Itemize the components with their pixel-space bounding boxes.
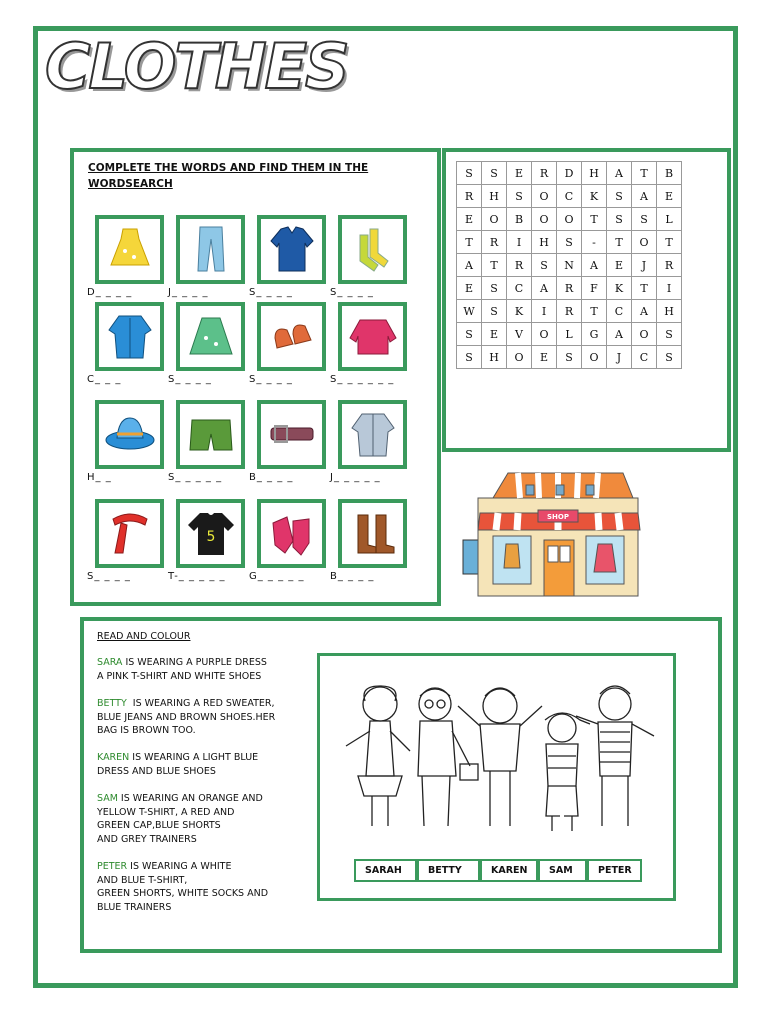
grid-letter[interactable]: H (482, 346, 507, 369)
read-paragraph (97, 792, 263, 846)
grid-letter[interactable]: S (457, 346, 482, 369)
coat-icon (101, 308, 159, 366)
grid-letter[interactable]: E (657, 185, 682, 208)
grid-letter[interactable]: O (482, 208, 507, 231)
read-paragraph (97, 656, 267, 683)
grid-row (457, 185, 682, 208)
word-hint[interactable]: S_ _ _ _ _ (168, 472, 223, 483)
grid-letter[interactable]: O (532, 185, 557, 208)
grid-letter[interactable]: C (557, 185, 582, 208)
read-paragraph (97, 751, 258, 778)
grid-letter[interactable]: E (532, 346, 557, 369)
instruction-text: COMPLETE THE WORDS AND FIND THEM IN THE WORDSEARCH (88, 162, 369, 190)
scarf-icon (101, 505, 159, 563)
page-title: CLOTHES (45, 30, 348, 103)
grid-letter[interactable]: H (582, 162, 607, 185)
vocabulary-box (70, 148, 441, 606)
shorts-icon (182, 406, 240, 464)
picture-cell (95, 400, 164, 469)
grid-letter[interactable]: I (532, 300, 557, 323)
grid-letter[interactable]: R (557, 300, 582, 323)
name-label: SAM (538, 859, 587, 882)
child-name: SAM (97, 793, 118, 804)
grid-letter[interactable]: A (607, 162, 632, 185)
grid-letter[interactable]: E (457, 277, 482, 300)
word-hint[interactable]: J_ _ _ _ _ (330, 472, 381, 483)
tshirt-icon (182, 505, 240, 563)
grid-letter[interactable]: S (507, 185, 532, 208)
grid-letter[interactable]: O (507, 346, 532, 369)
shop-icon (458, 468, 648, 600)
grid-letter[interactable]: C (607, 300, 632, 323)
word-hint[interactable]: S_ _ _ _ (87, 571, 131, 582)
grid-letter[interactable]: T (632, 277, 657, 300)
picture-cell (176, 302, 245, 371)
jeans-icon (182, 221, 240, 279)
picture-cell (257, 400, 326, 469)
grid-letter[interactable]: E (457, 208, 482, 231)
grid-row (457, 300, 682, 323)
name-label: KAREN (480, 859, 538, 882)
word-hint[interactable]: C_ _ _ (87, 374, 122, 385)
word-hint[interactable]: B_ _ _ _ (249, 472, 294, 483)
grid-letter[interactable]: S (607, 208, 632, 231)
grid-letter[interactable]: T (632, 162, 657, 185)
grid-letter[interactable]: O (532, 208, 557, 231)
grid-letter[interactable]: O (532, 323, 557, 346)
dress-icon (101, 221, 159, 279)
grid-letter[interactable]: R (482, 231, 507, 254)
children-drawing-icon (340, 676, 660, 836)
word-hint[interactable]: S_ _ _ _ (249, 374, 293, 385)
grid-letter[interactable]: T (582, 208, 607, 231)
grid-letter[interactable]: K (582, 185, 607, 208)
grid-row (457, 254, 682, 277)
word-hint[interactable]: J_ _ _ _ (168, 287, 209, 298)
grid-letter[interactable]: S (482, 300, 507, 323)
grid-letter[interactable]: T (607, 231, 632, 254)
name-label: PETER (587, 859, 642, 882)
picture-cell (338, 400, 407, 469)
hat-icon (101, 406, 159, 464)
picture-cell (338, 499, 407, 568)
grid-letter[interactable]: S (607, 185, 632, 208)
grid-letter[interactable]: T (457, 231, 482, 254)
grid-letter[interactable]: H (532, 231, 557, 254)
grid-letter[interactable]: S (557, 231, 582, 254)
grid-letter[interactable]: A (457, 254, 482, 277)
word-hint[interactable]: S_ _ _ _ _ _ (330, 374, 395, 385)
grid-letter[interactable]: T (582, 300, 607, 323)
grid-letter[interactable]: H (657, 300, 682, 323)
grid-letter[interactable]: O (632, 323, 657, 346)
word-hint[interactable]: B_ _ _ _ (330, 571, 375, 582)
picture-cell (257, 302, 326, 371)
word-hint[interactable]: D_ _ _ _ (87, 287, 133, 298)
grid-row (457, 323, 682, 346)
grid-letter[interactable]: A (632, 300, 657, 323)
grid-letter[interactable]: S (457, 323, 482, 346)
grid-letter[interactable]: H (482, 185, 507, 208)
grid-letter[interactable]: J (607, 346, 632, 369)
picture-box (317, 653, 676, 901)
grid-letter[interactable]: S (532, 254, 557, 277)
picture-cell (338, 302, 407, 371)
grid-letter[interactable]: C (507, 277, 532, 300)
word-hint[interactable]: H_ _ (87, 472, 112, 483)
description-text: IS WEARING A LIGHT BLUE DRESS AND BLUE SHOES (97, 752, 259, 777)
grid-letter[interactable]: - (582, 231, 607, 254)
picture-cell (338, 215, 407, 284)
jacket-icon (344, 406, 402, 464)
picture-cell (176, 400, 245, 469)
grid-letter[interactable]: W (457, 300, 482, 323)
shop-sign: SHOP (547, 513, 569, 521)
grid-row (457, 277, 682, 300)
grid-letter[interactable]: V (507, 323, 532, 346)
read-colour-box (80, 617, 722, 953)
shoes-icon (263, 308, 321, 366)
grid-letter[interactable]: K (607, 277, 632, 300)
grid-letter[interactable]: K (507, 300, 532, 323)
grid-letter[interactable]: R (657, 254, 682, 277)
sweater-icon (344, 308, 402, 366)
grid-letter[interactable]: D (557, 162, 582, 185)
grid-letter[interactable]: S (482, 277, 507, 300)
grid-row (457, 231, 682, 254)
grid-letter[interactable]: A (532, 277, 557, 300)
grid-letter[interactable]: A (632, 185, 657, 208)
socks-icon (344, 221, 402, 279)
word-hint[interactable]: S_ _ _ _ (249, 287, 293, 298)
picture-cell (176, 499, 245, 568)
read-paragraph (97, 697, 275, 738)
boots-icon (344, 505, 402, 563)
skirt-icon (182, 308, 240, 366)
grid-letter[interactable]: R (557, 277, 582, 300)
picture-cell (95, 499, 164, 568)
word-hint[interactable]: S_ _ _ _ (330, 287, 374, 298)
picture-cell (257, 499, 326, 568)
grid-letter[interactable]: N (557, 254, 582, 277)
grid-letter[interactable]: E (507, 162, 532, 185)
read-heading: READ AND COLOUR (97, 631, 191, 642)
grid-letter[interactable]: F (582, 277, 607, 300)
grid-letter[interactable]: B (657, 162, 682, 185)
grid-letter[interactable]: B (507, 208, 532, 231)
grid-letter[interactable]: L (557, 323, 582, 346)
description-text: IS WEARING A RED SWEATER, BLUE JEANS AND BROWN SHOES.HER BAG IS BROWN TOO. (97, 698, 276, 736)
child-name: BETTY (97, 698, 127, 709)
description-text: IS WEARING AN ORANGE AND YELLOW T-SHIRT, A RED AND GREEN CAP,BLUE SHORTS AND GREY TRAINERS (97, 793, 263, 845)
grid-letter[interactable]: E (482, 323, 507, 346)
grid-letter[interactable]: L (657, 208, 682, 231)
wordsearch-box (442, 148, 731, 452)
read-paragraph (97, 860, 268, 914)
child-name: PETER (97, 861, 128, 872)
grid-letter[interactable]: E (607, 254, 632, 277)
grid-row (457, 346, 682, 369)
description-text: IS WEARING A WHITE AND BLUE T-SHIRT, GREEN SHORTS, WHITE SOCKS AND BLUE TRAINERS (97, 861, 269, 913)
belt-icon (263, 406, 321, 464)
word-hint[interactable]: G_ _ _ _ _ (249, 571, 305, 582)
grid-letter[interactable]: C (632, 346, 657, 369)
name-label: SARAH (354, 859, 417, 882)
picture-cell (95, 215, 164, 284)
grid-letter[interactable]: J (632, 254, 657, 277)
grid-letter[interactable]: O (557, 208, 582, 231)
word-hint[interactable]: S_ _ _ _ (168, 374, 212, 385)
grid-letter[interactable]: S (632, 208, 657, 231)
grid-letter[interactable]: R (457, 185, 482, 208)
svg-text:5: 5 (206, 528, 215, 545)
word-hint[interactable]: T-_ _ _ _ _ (168, 571, 226, 582)
wordsearch-grid (456, 161, 682, 369)
gloves-icon (263, 505, 321, 563)
name-label: BETTY (417, 859, 480, 882)
child-name: SARA (97, 657, 123, 668)
grid-letter[interactable]: I (657, 277, 682, 300)
grid-letter[interactable]: S (657, 346, 682, 369)
grid-letter[interactable]: O (632, 231, 657, 254)
grid-letter[interactable]: I (507, 231, 532, 254)
shirt-icon (263, 221, 321, 279)
grid-letter[interactable]: S (457, 162, 482, 185)
grid-letter[interactable]: R (507, 254, 532, 277)
child-name: KAREN (97, 752, 130, 763)
grid-letter[interactable]: S (557, 346, 582, 369)
grid-letter[interactable]: G (582, 323, 607, 346)
picture-cell (176, 215, 245, 284)
picture-cell (257, 215, 326, 284)
grid-letter[interactable]: T (482, 254, 507, 277)
grid-letter[interactable]: R (532, 162, 557, 185)
grid-letter[interactable]: S (482, 162, 507, 185)
picture-cell (95, 302, 164, 371)
grid-row (457, 208, 682, 231)
grid-letter[interactable]: S (657, 323, 682, 346)
grid-letter[interactable]: A (582, 254, 607, 277)
grid-letter[interactable]: A (607, 323, 632, 346)
description-text: IS WEARING A PURPLE DRESS A PINK T-SHIRT AND WHITE SHOES (97, 657, 267, 682)
grid-row (457, 162, 682, 185)
grid-letter[interactable]: T (657, 231, 682, 254)
grid-letter[interactable]: O (582, 346, 607, 369)
